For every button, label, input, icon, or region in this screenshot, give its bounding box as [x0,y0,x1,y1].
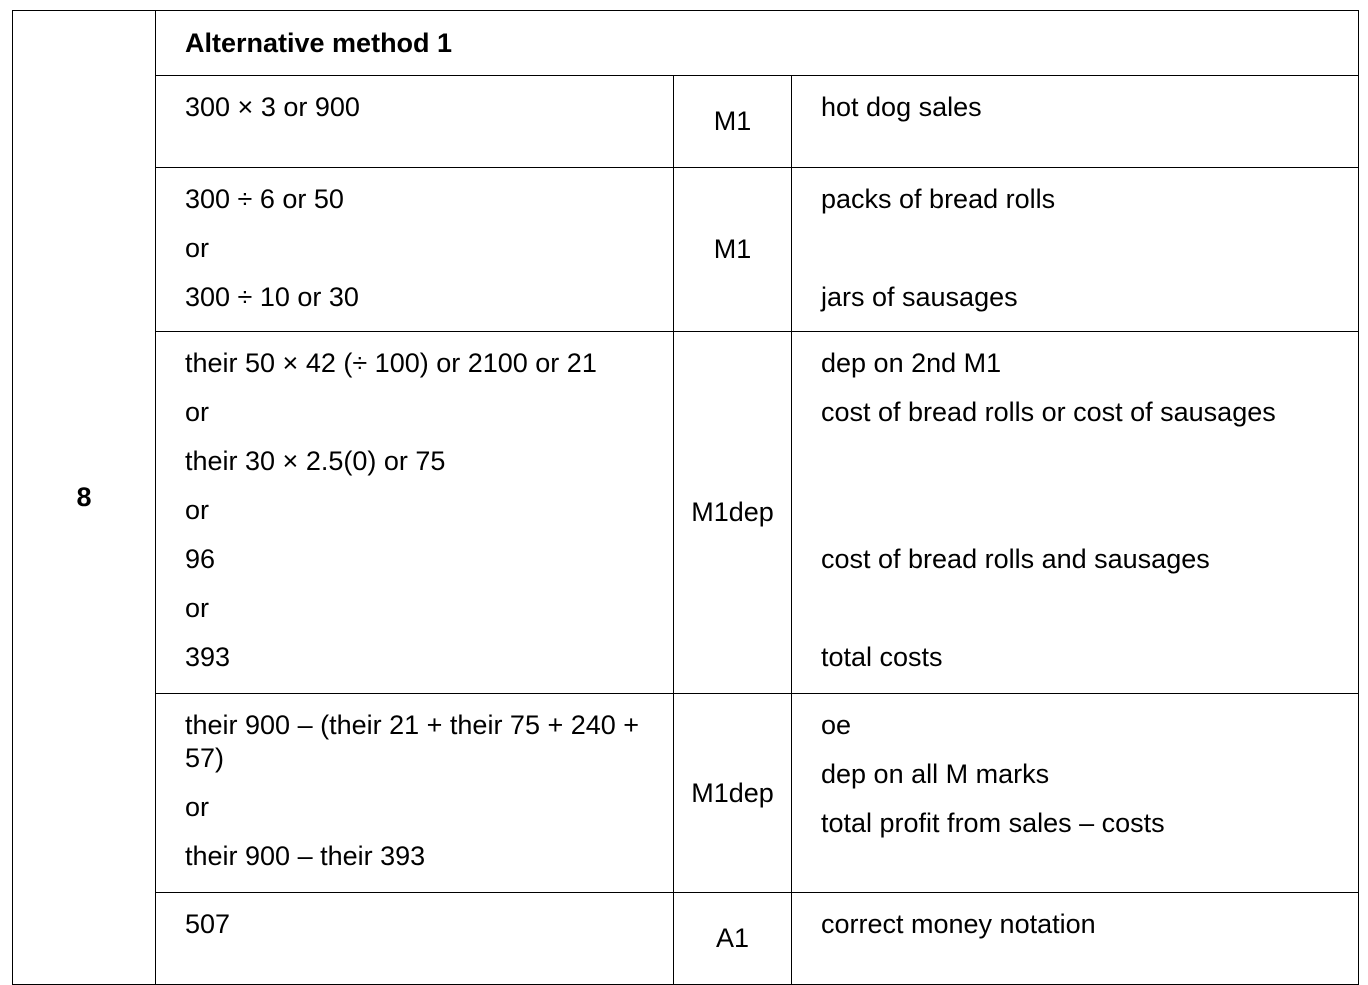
answer-line: their 900 – (their 21 + their 75 + 240 + 57) [185,710,640,773]
mark-cell: M1 [674,76,792,168]
mark-cell: M1dep [674,694,792,893]
answer-line: their 900 – their 393 [185,841,426,871]
comment-line: cost of bread rolls and sausages [821,544,1210,574]
comment-cell [792,694,1359,893]
mark-scheme-table [12,10,1359,985]
answer-line: or [185,792,210,822]
answer-cell [156,332,674,694]
answer-cell [156,893,674,985]
answer-line: or [185,495,210,525]
answer-line: or [185,593,210,623]
comment-spacer [821,494,1346,527]
table-row [13,893,1359,985]
answer-cell [156,168,674,332]
comment-line: total profit from sales – costs [821,808,1165,838]
answer-line: or [185,233,210,263]
answer-cell [156,694,674,893]
comment-line: hot dog sales [821,92,982,122]
mark-cell: A1 [674,893,792,985]
table-row [13,332,1359,694]
answer-line: their 30 × 2.5(0) or 75 [185,446,446,476]
answer-line: their 50 × 42 (÷ 100) or 2100 or 21 [185,348,597,378]
table-row [13,76,1359,168]
comment-line: packs of bread rolls [821,184,1056,214]
table-row [13,168,1359,332]
question-number: 8 [13,11,156,985]
comment-cell [792,76,1359,168]
comment-line: oe [821,710,852,740]
method-heading: Alternative method 1 [156,11,1359,76]
comment-spacer [821,232,1346,265]
mark-cell: M1 [674,168,792,332]
answer-line: 300 ÷ 10 or 30 [185,282,359,312]
comment-spacer [821,445,1346,478]
comment-line: cost of bread rolls or cost of sausages [821,397,1276,427]
answer-cell [156,76,674,168]
comment-spacer [821,592,1346,625]
mark-cell: M1dep [674,332,792,694]
comment-line: total costs [821,642,943,672]
answer-line: 96 [185,544,216,574]
answer-line: 393 [185,642,231,672]
comment-cell [792,332,1359,694]
comment-line: dep on 2nd M1 [821,348,1002,378]
comment-cell [792,168,1359,332]
answer-line: 507 [185,909,231,939]
comment-cell [792,893,1359,985]
answer-line: 300 × 3 or 900 [185,92,360,122]
comment-line: correct money notation [821,909,1096,939]
table-row [13,694,1359,893]
comment-line: jars of sausages [821,282,1018,312]
comment-line: dep on all M marks [821,759,1050,789]
answer-line: or [185,397,210,427]
answer-line: 300 ÷ 6 or 50 [185,184,344,214]
